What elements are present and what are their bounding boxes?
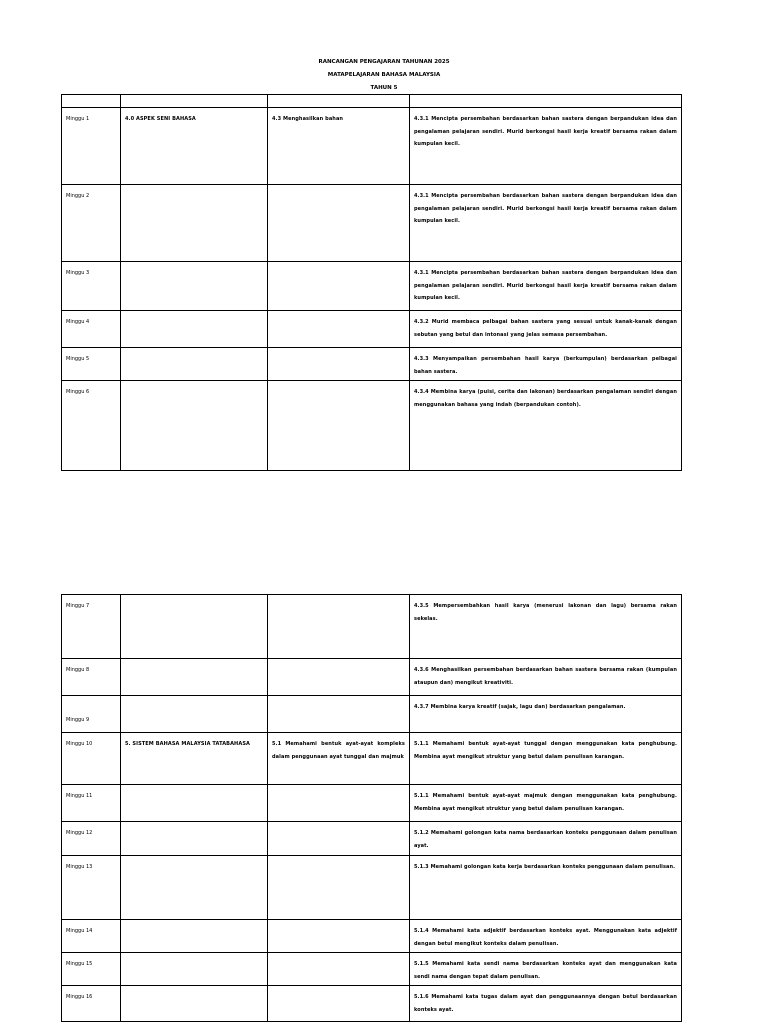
content-cell: [268, 953, 410, 986]
skill-cell: 4.3.7 Membina karya kreatif (sajak, lagu dan) berdasarkan pengalaman.: [410, 696, 682, 733]
skill-cell: 5.1.4 Memahami kata adjektif berdasarkan konteks ayat. Menggunakan kata adjektif dengan betul mengikut konteks dalam penulisan.: [410, 920, 682, 953]
standard-cell: [121, 348, 268, 381]
week-cell: Minggu 16: [62, 986, 121, 1022]
content-cell: [268, 185, 410, 262]
week-cell: Minggu 7: [62, 595, 121, 659]
content-cell: [268, 986, 410, 1022]
standard-cell: 4.0 ASPEK SENI BAHASA: [121, 108, 268, 185]
table-row: [62, 185, 682, 262]
standard-cell: [121, 659, 268, 696]
content-cell: [268, 822, 410, 856]
week-cell: Minggu 14: [62, 920, 121, 953]
header-cell-week: [62, 95, 121, 108]
skill-cell: 5.1.2 Memahami golongan kata nama berdasarkan konteks penggunaan dalam penulisan ayat.: [410, 822, 682, 856]
table-row: [62, 659, 682, 696]
content-cell: [268, 381, 410, 471]
table-row: [62, 108, 682, 185]
table-row: [62, 381, 682, 471]
week-cell: Minggu 1: [62, 108, 121, 185]
table-row: [62, 262, 682, 311]
content-cell: [268, 595, 410, 659]
table-row: [62, 733, 682, 785]
standard-cell: [121, 785, 268, 822]
skill-cell: 4.3.6 Menghasilkan persembahan berdasarkan bahan sastera bersama rakan (kumpulan ataupun dan) mengikut kreativiti.: [410, 659, 682, 696]
week-cell: Minggu 4: [62, 311, 121, 348]
standard-cell: [121, 696, 268, 733]
lesson-plan-table-1: [61, 94, 682, 471]
skill-cell: 5.1.5 Memahami kata sendi nama berdasarkan konteks ayat dan menggunakan kata sendi nama dengan tepat dalam penulisan.: [410, 953, 682, 986]
table-row: [62, 920, 682, 953]
skill-cell: 4.3.1 Mencipta persembahan berdasarkan bahan sastera dengan berpandukan idea dan pengalaman pelajaran sendiri. Murid berkongsi hasil kerja kreatif bersama rakan dalam kumpulan kecil.: [410, 262, 682, 311]
skill-cell: 5.1.1 Memahami bentuk ayat-ayat tunggal dengan menggunakan kata penghubung. Membina ayat mengikut struktur yang betul dalam penulisan karangan.: [410, 733, 682, 785]
content-cell: [268, 311, 410, 348]
standard-cell: [121, 986, 268, 1022]
skill-cell: 5.1.6 Memahami kata tugas dalam ayat dan penggunaannya dengan betul berdasarkan konteks ayat.: [410, 986, 682, 1022]
week-cell: Minggu 13: [62, 856, 121, 920]
standard-cell: [121, 595, 268, 659]
standard-cell: [121, 822, 268, 856]
skill-cell: 4.3.2 Murid membaca pelbagai bahan sastera yang sesuai untuk kanak-kanak dengan sebutan yang betul dan intonasi yang jelas semasa persembahan.: [410, 311, 682, 348]
document-header: [0, 56, 768, 95]
table-row: [62, 311, 682, 348]
week-cell: Minggu 5: [62, 348, 121, 381]
lesson-plan-table-2: [61, 594, 682, 1022]
content-cell: [268, 348, 410, 381]
header-year: TAHUN 5: [370, 85, 398, 91]
header-title: RANCANGAN PENGAJARAN TAHUNAN 2025: [318, 59, 450, 65]
week-cell: Minggu 6: [62, 381, 121, 471]
week-cell: Minggu 8: [62, 659, 121, 696]
table-row: [62, 595, 682, 659]
standard-cell: [121, 381, 268, 471]
skill-cell: 4.3.3 Menyampaikan persembahan hasil karya (berkumpulan) berdasarkan pelbagai bahan sastera.: [410, 348, 682, 381]
standard-cell: [121, 856, 268, 920]
header-cell-content: [268, 95, 410, 108]
week-cell: Minggu 9: [62, 696, 121, 733]
content-cell: [268, 696, 410, 733]
skill-cell: 4.3.1 Mencipta persembahan berdasarkan bahan sastera dengan berpandukan idea dan pengalaman pelajaran sendiri. Murid berkongsi hasil kerja kreatif bersama rakan dalam kumpulan kecil.: [410, 185, 682, 262]
standard-cell: [121, 185, 268, 262]
content-cell: [268, 659, 410, 696]
table-row: [62, 822, 682, 856]
content-cell: [268, 856, 410, 920]
week-cell: Minggu 2: [62, 185, 121, 262]
header-cell-skill: [410, 95, 682, 108]
table-row: [62, 856, 682, 920]
standard-cell: 5. SISTEM BAHASA MALAYSIA TATABAHASA: [121, 733, 268, 785]
skill-cell: 5.1.1 Memahami bentuk ayat-ayat majmuk dengan menggunakan kata penghubung. Membina ayat mengikut struktur yang betul dalam penulisan karangan.: [410, 785, 682, 822]
standard-cell: [121, 262, 268, 311]
table-header-row: [62, 95, 682, 108]
table-row: [62, 785, 682, 822]
content-cell: 4.3 Menghasilkan bahan: [268, 108, 410, 185]
week-cell: Minggu 12: [62, 822, 121, 856]
header-subject: MATAPELAJARAN BAHASA MALAYSIA: [327, 72, 441, 78]
content-cell: 5.1 Memahami bentuk ayat-ayat kompleks dalam penggunaan ayat tunggal dan majmuk: [268, 733, 410, 785]
week-cell: Minggu 15: [62, 953, 121, 986]
standard-cell: [121, 311, 268, 348]
content-cell: [268, 920, 410, 953]
week-cell: Minggu 3: [62, 262, 121, 311]
header-cell-standard: [121, 95, 268, 108]
standard-cell: [121, 920, 268, 953]
week-cell: Minggu 11: [62, 785, 121, 822]
skill-cell: 4.3.4 Membina karya (puisi, cerita dan lakonan) berdasarkan pengalaman sendiri dengan menggunakan bahasa yang indah (berpandukan contoh).: [410, 381, 682, 471]
skill-cell: 5.1.3 Memahami golongan kata kerja berdasarkan konteks penggunaan dalam penulisan.: [410, 856, 682, 920]
week-cell: Minggu 10: [62, 733, 121, 785]
table-row: [62, 953, 682, 986]
skill-cell: 4.3.5 Mempersembahkan hasil karya (menerusi lakonan dan lagu) bersama rakan sekelas.: [410, 595, 682, 659]
content-cell: [268, 785, 410, 822]
skill-cell: 4.3.1 Mencipta persembahan berdasarkan bahan sastera dengan berpandukan idea dan pengalaman pelajaran sendiri. Murid berkongsi hasil kerja kreatif bersama rakan dalam kumpulan kecil.: [410, 108, 682, 185]
content-cell: [268, 262, 410, 311]
table-row: [62, 348, 682, 381]
standard-cell: [121, 953, 268, 986]
table-row: [62, 986, 682, 1022]
table-row: [62, 696, 682, 733]
